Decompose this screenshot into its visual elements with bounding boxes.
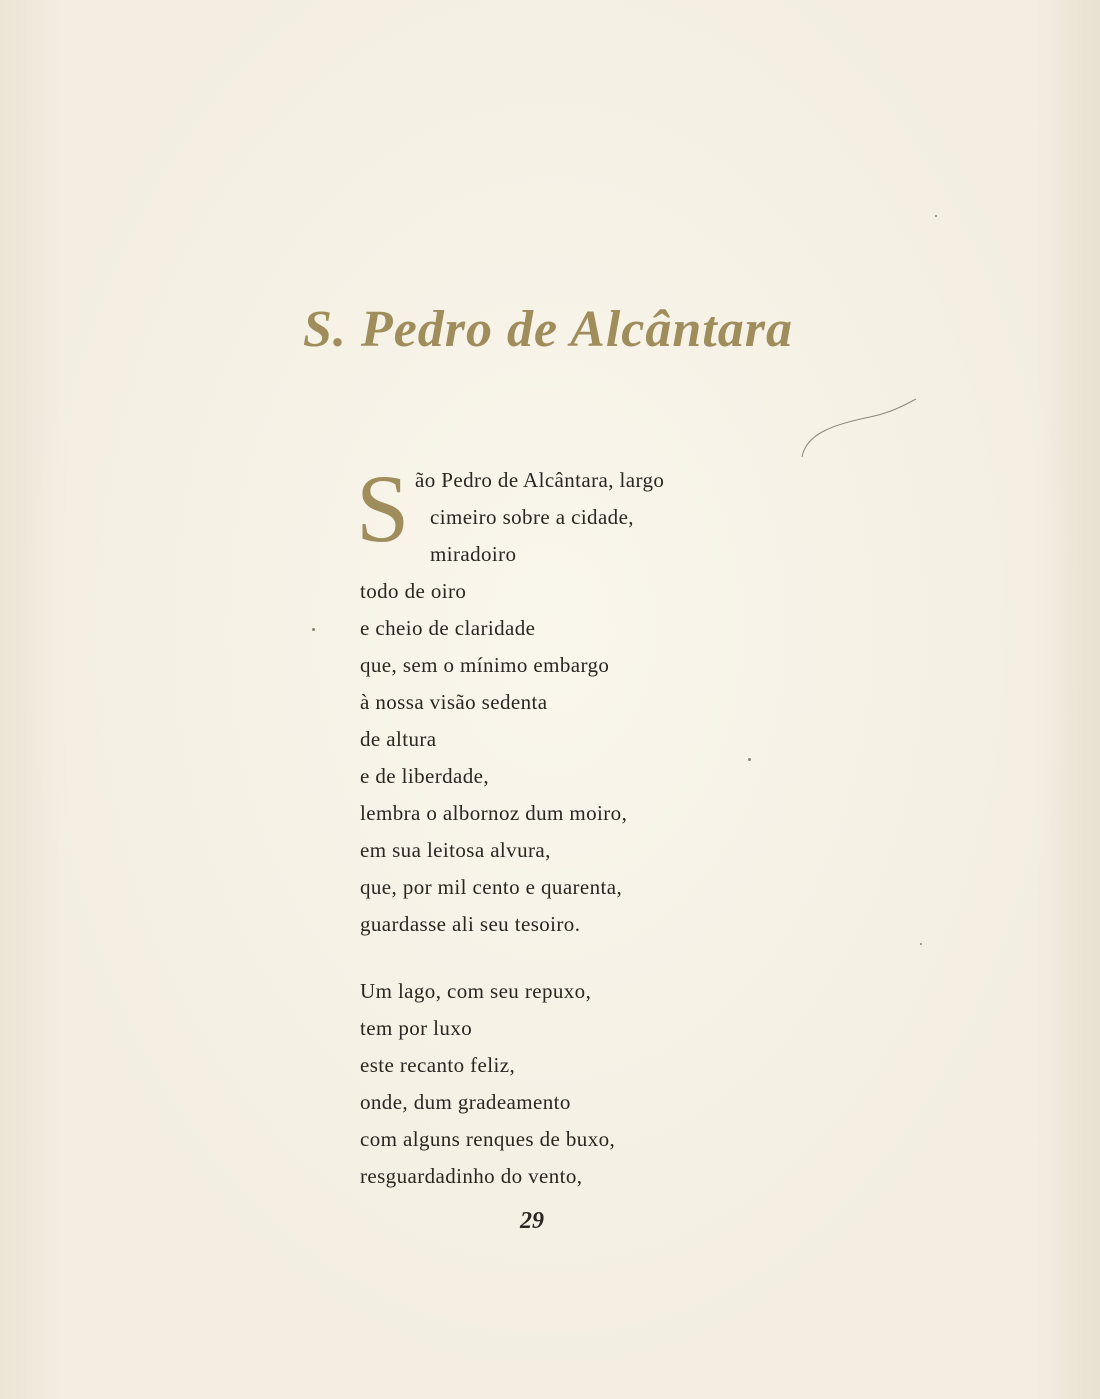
stanza-2 xyxy=(360,973,860,1195)
paper-speck xyxy=(935,215,937,217)
poem-line: Um lago, com seu repuxo, xyxy=(360,979,592,1003)
poem-line: à nossa visão sedenta xyxy=(360,690,548,714)
stanza-break xyxy=(360,943,860,973)
poem-line: de altura xyxy=(360,727,437,751)
paper-speck xyxy=(920,943,922,945)
poem-line: e de liberdade, xyxy=(360,764,490,788)
poem-line: com alguns renques de buxo, xyxy=(360,1127,616,1151)
poem-line: que, sem o mínimo embargo xyxy=(360,653,610,677)
poem-title: S. Pedro de Alcântara xyxy=(303,301,793,358)
poem-line: guardasse ali seu tesoiro. xyxy=(360,912,581,936)
page-number: 29 xyxy=(520,1208,544,1234)
poem-line: resguardadinho do vento, xyxy=(360,1164,583,1188)
poem-body xyxy=(356,455,860,1195)
poem-line: miradoiro xyxy=(430,542,517,566)
paper-speck xyxy=(312,628,315,631)
poem-line: cimeiro sobre a cidade, xyxy=(430,505,634,529)
poem-line: este recanto feliz, xyxy=(360,1053,516,1077)
drop-cap: S xyxy=(356,455,410,562)
stray-hair-mark xyxy=(800,395,920,465)
poem-line: todo de oiro xyxy=(360,579,467,603)
poem-line: e cheio de claridade xyxy=(360,616,536,640)
stanza-1 xyxy=(360,462,860,943)
poem-line: lembra o albornoz dum moiro, xyxy=(360,801,628,825)
poem-line: em sua leitosa alvura, xyxy=(360,838,551,862)
poem-line: ão Pedro de Alcântara, largo xyxy=(415,468,665,492)
poem-line: tem por luxo xyxy=(360,1016,473,1040)
poem-line: onde, dum gradeamento xyxy=(360,1090,571,1114)
poem-line: que, por mil cento e quarenta, xyxy=(360,875,623,899)
paper-speck xyxy=(748,758,751,761)
